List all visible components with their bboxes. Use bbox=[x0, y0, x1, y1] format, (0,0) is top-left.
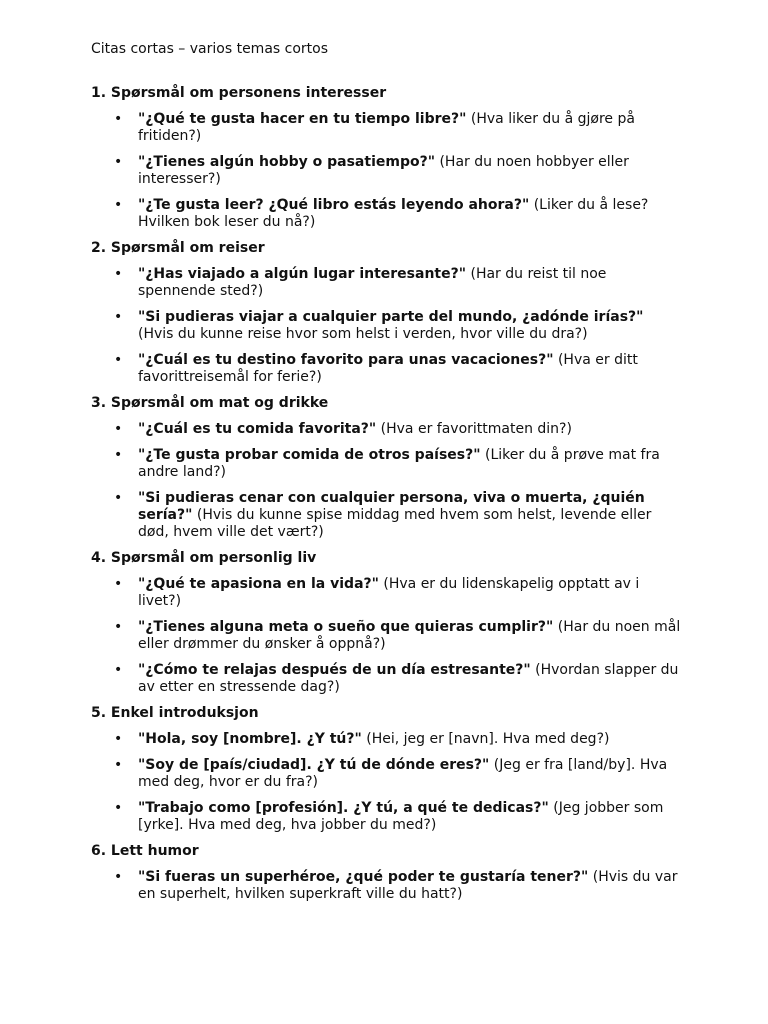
norwegian-translation: (Hva er du lidenskapelig opptatt av i livet?) bbox=[138, 576, 640, 609]
list-item bbox=[91, 619, 683, 653]
bullet-icon: • bbox=[114, 731, 123, 747]
bullet-icon: • bbox=[114, 352, 123, 368]
list-item bbox=[91, 309, 683, 343]
bullet-icon: • bbox=[114, 869, 123, 885]
spanish-question: "¿Cuál es tu destino favorito para unas vacaciones?" bbox=[138, 352, 554, 368]
bullet-icon: • bbox=[114, 309, 123, 325]
spanish-question: "Si pudieras cenar con cualquier persona, viva o muerta, ¿quién sería?" bbox=[138, 490, 645, 523]
list-item bbox=[91, 757, 683, 791]
list-item bbox=[91, 662, 683, 696]
list-item bbox=[91, 352, 683, 386]
bullet-icon: • bbox=[114, 757, 123, 773]
norwegian-translation: (Hei, jeg er [navn]. Hva med deg?) bbox=[366, 731, 610, 747]
spanish-question: "¿Cómo te relajas después de un día estresante?" bbox=[138, 662, 531, 678]
bullet-icon: • bbox=[114, 662, 123, 678]
section-heading: 6. Lett humor bbox=[91, 843, 199, 859]
norwegian-translation: (Hvis du var en superhelt, hvilken superkraft ville du hatt?) bbox=[138, 869, 678, 902]
section bbox=[91, 705, 698, 834]
question-list bbox=[91, 111, 698, 231]
list-item bbox=[91, 490, 683, 541]
norwegian-translation: (Hva er favorittmaten din?) bbox=[380, 421, 572, 437]
question-list bbox=[91, 266, 698, 386]
spanish-question: "¿Cuál es tu comida favorita?" bbox=[138, 421, 377, 437]
question-list bbox=[91, 731, 698, 834]
list-item bbox=[91, 266, 683, 300]
spanish-question: "¿Te gusta probar comida de otros países?" bbox=[138, 447, 481, 463]
sections-container bbox=[91, 85, 698, 903]
question-list bbox=[91, 421, 698, 541]
bullet-icon: • bbox=[114, 576, 123, 592]
spanish-question: "¿Tienes algún hobby o pasatiempo?" bbox=[138, 154, 436, 170]
question-list bbox=[91, 576, 698, 696]
question-list bbox=[91, 869, 698, 903]
bullet-icon: • bbox=[114, 490, 123, 506]
norwegian-translation: (Hvis du kunne spise middag med hvem som helst, levende eller død, hvem ville det vært?) bbox=[138, 507, 652, 540]
section bbox=[91, 240, 698, 386]
spanish-question: "¿Te gusta leer? ¿Qué libro estás leyendo ahora?" bbox=[138, 197, 530, 213]
bullet-icon: • bbox=[114, 111, 123, 127]
norwegian-translation: (Har du reist til noe spennende sted?) bbox=[138, 266, 607, 299]
section bbox=[91, 843, 698, 903]
spanish-question: "¿Has viajado a algún lugar interesante?" bbox=[138, 266, 467, 282]
list-item bbox=[91, 111, 683, 145]
spanish-question: "Si fueras un superhéroe, ¿qué poder te gustaría tener?" bbox=[138, 869, 589, 885]
norwegian-translation: (Hvis du kunne reise hvor som helst i verden, hvor ville du dra?) bbox=[138, 326, 588, 342]
spanish-question: "Si pudieras viajar a cualquier parte del mundo, ¿adónde irías?" bbox=[138, 309, 644, 325]
section bbox=[91, 550, 698, 696]
list-item bbox=[91, 447, 683, 481]
bullet-icon: • bbox=[114, 154, 123, 170]
norwegian-translation: (Jeg er fra [land/by]. Hva med deg, hvor er du fra?) bbox=[138, 757, 668, 790]
section bbox=[91, 395, 698, 541]
section-heading: 5. Enkel introduksjon bbox=[91, 705, 259, 721]
spanish-question: "¿Qué te apasiona en la vida?" bbox=[138, 576, 379, 592]
norwegian-translation: (Liker du å lese? Hvilken bok leser du nå?) bbox=[138, 197, 649, 230]
bullet-icon: • bbox=[114, 197, 123, 213]
bullet-icon: • bbox=[114, 447, 123, 463]
list-item bbox=[91, 197, 683, 231]
norwegian-translation: (Hva er ditt favorittreisemål for ferie?) bbox=[138, 352, 638, 385]
spanish-question: "Trabajo como [profesión]. ¿Y tú, a qué te dedicas?" bbox=[138, 800, 549, 816]
spanish-question: "Soy de [país/ciudad]. ¿Y tú de dónde eres?" bbox=[138, 757, 490, 773]
section-heading: 1. Spørsmål om personens interesser bbox=[91, 85, 387, 101]
norwegian-translation: (Har du noen hobbyer eller interesser?) bbox=[138, 154, 629, 187]
bullet-icon: • bbox=[114, 619, 123, 635]
list-item bbox=[91, 731, 683, 748]
bullet-icon: • bbox=[114, 266, 123, 282]
list-item bbox=[91, 800, 683, 834]
spanish-question: "¿Tienes alguna meta o sueño que quieras cumplir?" bbox=[138, 619, 554, 635]
norwegian-translation: (Jeg jobber som [yrke]. Hva med deg, hva jobber du med?) bbox=[138, 800, 664, 833]
section-heading: 2. Spørsmål om reiser bbox=[91, 240, 265, 256]
list-item bbox=[91, 869, 683, 903]
norwegian-translation: (Liker du å prøve mat fra andre land?) bbox=[138, 447, 660, 480]
norwegian-translation: (Har du noen mål eller drømmer du ønsker å oppnå?) bbox=[138, 619, 681, 652]
norwegian-translation: (Hva liker du å gjøre på fritiden?) bbox=[138, 111, 635, 144]
document-title: Citas cortas – varios temas cortos bbox=[91, 41, 329, 57]
list-item bbox=[91, 154, 683, 188]
bullet-icon: • bbox=[114, 421, 123, 437]
norwegian-translation: (Hvordan slapper du av etter en stressende dag?) bbox=[138, 662, 679, 695]
bullet-icon: • bbox=[114, 800, 123, 816]
section-heading: 3. Spørsmål om mat og drikke bbox=[91, 395, 329, 411]
spanish-question: "Hola, soy [nombre]. ¿Y tú?" bbox=[138, 731, 362, 747]
list-item bbox=[91, 421, 683, 438]
list-item bbox=[91, 576, 683, 610]
section-heading: 4. Spørsmål om personlig liv bbox=[91, 550, 317, 566]
spanish-question: "¿Qué te gusta hacer en tu tiempo libre?" bbox=[138, 111, 467, 127]
section bbox=[91, 85, 698, 231]
